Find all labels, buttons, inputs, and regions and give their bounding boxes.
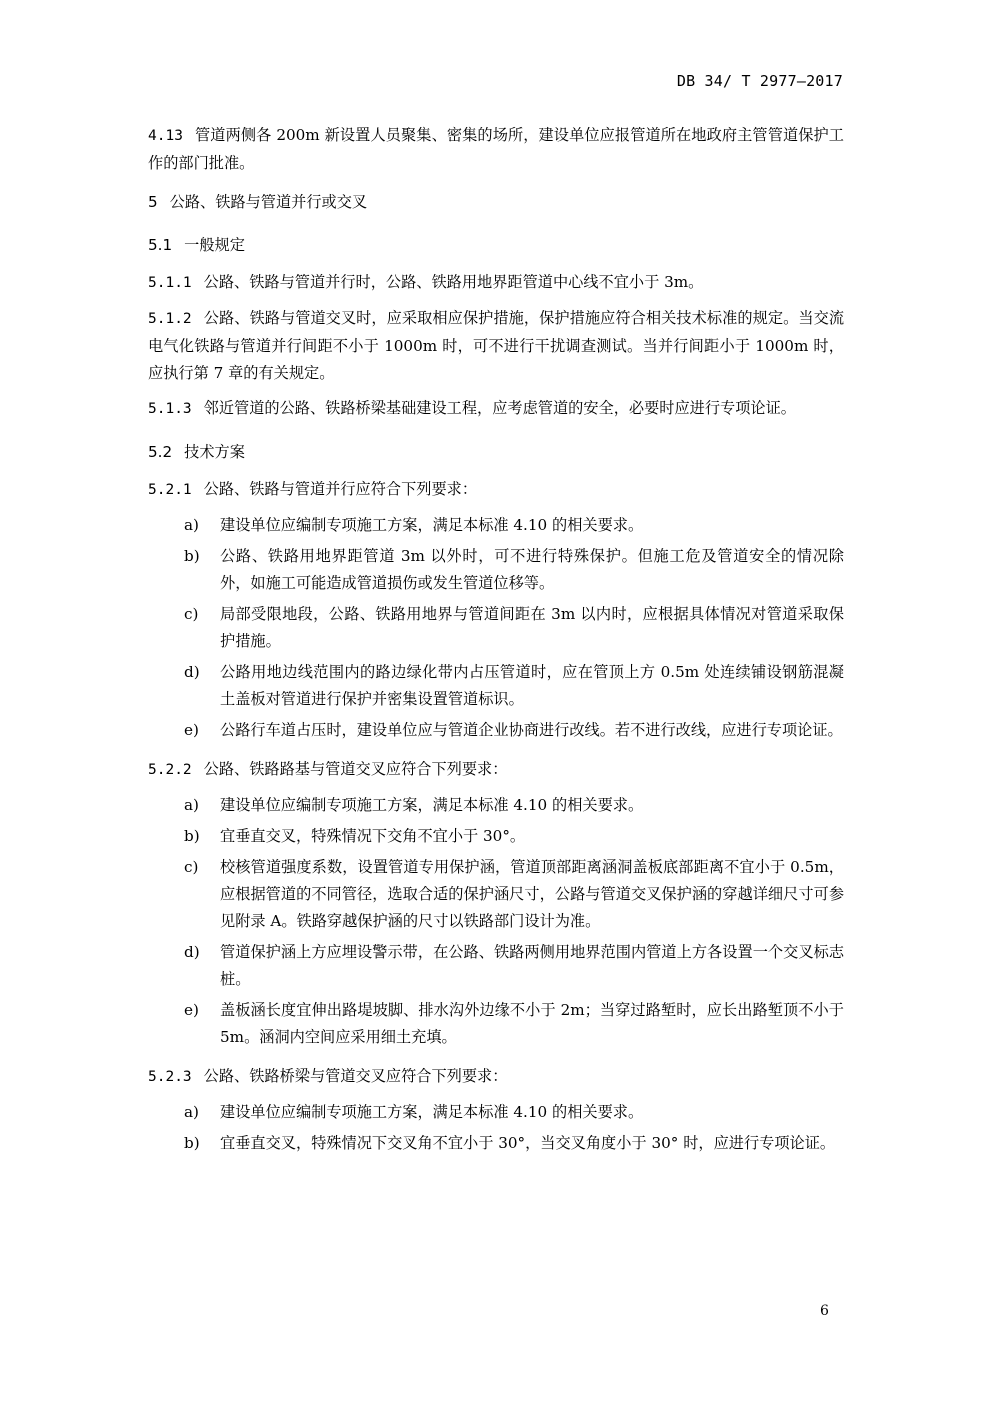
clause-number: 5.2.2 <box>148 762 192 778</box>
clause-5-1-1 <box>148 269 844 297</box>
list-item <box>148 939 844 993</box>
list-item-label: e) <box>184 721 199 739</box>
list-item <box>148 659 844 713</box>
list-item <box>148 512 844 539</box>
list-item <box>148 1099 844 1126</box>
clause-text: 管道两侧各 200m 新设置人员聚集、密集的场所，建设单位应报管道所在地政府主管管道保护工作的部门批准。 <box>148 126 844 172</box>
clause-5-1-3 <box>148 395 844 423</box>
section-5-2-heading <box>148 439 844 466</box>
list-item-text: 公路行车道占压时，建设单位应与管道企业协商进行改线。若不进行改线，应进行专项论证。 <box>220 721 843 739</box>
list-item <box>148 543 844 597</box>
list-item-label: c) <box>184 858 199 876</box>
list-item-label: a) <box>184 516 199 534</box>
list-item <box>148 717 844 744</box>
list-item <box>148 792 844 819</box>
list-item <box>148 1130 844 1157</box>
clause-4-13 <box>148 122 844 177</box>
list-item <box>148 823 844 850</box>
list-item-text: 建设单位应编制专项施工方案，满足本标准 4.10 的相关要求。 <box>220 1103 644 1121</box>
list-item-label: c) <box>184 605 199 623</box>
list-item <box>148 601 844 655</box>
clause-5-1-2 <box>148 305 844 387</box>
list-item-text: 公路用地边线范围内的路边绿化带内占压管道时，应在管顶上方 0.5m 处连续铺设钢筋混凝土盖板对管道进行保护并密集设置管道标识。 <box>220 663 844 708</box>
clause-text: 公路、铁路路基与管道交叉应符合下列要求： <box>203 760 508 778</box>
list-item-text: 校核管道强度系数，设置管道专用保护涵，管道顶部距离涵洞盖板底部距离不宜小于 0.5m，应根据管道的不同管径，选取合适的保护涵尺寸，公路与管道交叉保护涵的穿越详细尺寸可参见附录 A。铁路穿越保护涵的尺寸以铁路部门设计为准。 <box>220 858 844 930</box>
clause-text: 公路、铁路与管道交叉时，应采取相应保护措施，保护措施应符合相关技术标准的规定。当交流电气化铁路与管道并行间距不小于 1000m 时，可不进行干扰调查测试。当并行间距小于 1000m 时，应执行第 7 章的有关规定。 <box>148 309 844 382</box>
clause-text: 公路、铁路与管道并行时，公路、铁路用地界距管道中心线不宜小于 3m。 <box>203 273 704 291</box>
list-item-text: 局部受限地段，公路、铁路用地界与管道间距在 3m 以内时，应根据具体情况对管道采取保护措施。 <box>220 605 844 650</box>
list-item-label: d) <box>184 663 200 681</box>
clause-5-2-2-list <box>148 792 844 1051</box>
list-item-label: a) <box>184 1103 199 1121</box>
chapter-title: 公路、铁路与管道并行或交叉 <box>169 193 368 211</box>
clause-text: 邻近管道的公路、铁路桥梁基础建设工程，应考虑管道的安全，必要时应进行专项论证。 <box>203 399 796 417</box>
section-title: 技术方案 <box>184 443 245 461</box>
clause-5-2-3-list <box>148 1099 844 1157</box>
list-item-text: 管道保护涵上方应埋设警示带，在公路、铁路两侧用地界范围内管道上方各设置一个交叉标志桩。 <box>220 943 844 988</box>
list-item <box>148 854 844 935</box>
section-number: 5.1 <box>148 236 173 254</box>
clause-number: 5.1.1 <box>148 275 192 291</box>
clause-5-2-1 <box>148 476 844 504</box>
clause-number: 4.13 <box>148 128 183 144</box>
clause-5-2-1-list <box>148 512 844 744</box>
list-item-text: 盖板涵长度宜伸出路堤坡脚、排水沟外边缘不小于 2m；当穿过路堑时，应长出路堑顶不小于 5m。涵洞内空间应采用细土充填。 <box>220 1001 844 1046</box>
clause-number: 5.2.3 <box>148 1069 192 1085</box>
list-item-text: 宜垂直交叉，特殊情况下交角不宜小于 30°。 <box>220 827 526 845</box>
chapter-number: 5 <box>148 193 158 211</box>
list-item-label: b) <box>184 827 200 845</box>
list-item-label: d) <box>184 943 200 961</box>
list-item-text: 建设单位应编制专项施工方案，满足本标准 4.10 的相关要求。 <box>220 516 644 534</box>
section-5-1-heading <box>148 232 844 259</box>
clause-number: 5.1.3 <box>148 401 192 417</box>
clause-number: 5.1.2 <box>148 311 192 327</box>
list-item-text: 公路、铁路用地界距管道 3m 以外时，可不进行特殊保护。但施工危及管道安全的情况除外，如施工可能造成管道损伤或发生管道位移等。 <box>220 547 844 592</box>
list-item-label: b) <box>184 547 200 565</box>
clause-number: 5.2.1 <box>148 482 192 498</box>
clause-5-2-3 <box>148 1063 844 1091</box>
list-item-text: 建设单位应编制专项施工方案，满足本标准 4.10 的相关要求。 <box>220 796 644 814</box>
list-item-label: a) <box>184 796 199 814</box>
clause-5-2-2 <box>148 756 844 784</box>
clause-text: 公路、铁路桥梁与管道交叉应符合下列要求： <box>203 1067 508 1085</box>
list-item-label: b) <box>184 1134 200 1152</box>
chapter-5-heading <box>148 189 844 216</box>
clause-text: 公路、铁路与管道并行应符合下列要求： <box>203 480 478 498</box>
page-number: 6 <box>820 1303 829 1319</box>
list-item-text: 宜垂直交叉，特殊情况下交叉角不宜小于 30°，当交叉角度小于 30° 时，应进行专项论证。 <box>220 1134 836 1152</box>
list-item-label: e) <box>184 1001 199 1019</box>
document-id: DB 34/ T 2977—2017 <box>676 72 843 90</box>
document-body <box>148 122 844 1169</box>
section-number: 5.2 <box>148 443 173 461</box>
list-item <box>148 997 844 1051</box>
section-title: 一般规定 <box>184 236 245 254</box>
